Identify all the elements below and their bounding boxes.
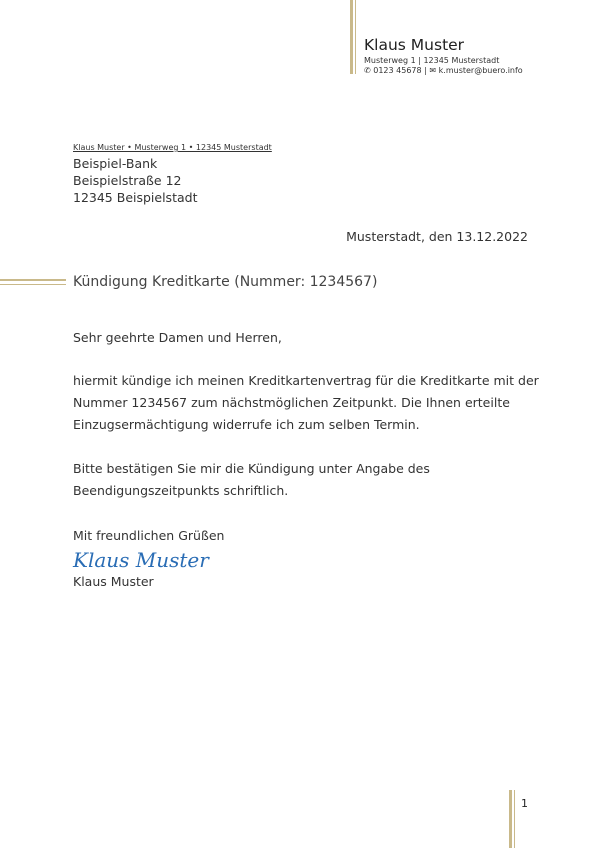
- page-number: 1: [521, 797, 528, 810]
- mail-icon: ✉: [429, 66, 437, 75]
- sender-name: Klaus Muster: [364, 36, 465, 54]
- subject-accent-line-thin: [0, 284, 66, 285]
- sender-email: k.muster@buero.info: [438, 66, 523, 75]
- subject-accent-line: [0, 279, 66, 281]
- sender-phone: 0123 45678: [373, 66, 422, 75]
- recipient-address: [73, 155, 197, 206]
- phone-icon: ✆: [364, 66, 371, 75]
- recipient-line: 12345 Beispielstadt: [73, 190, 198, 205]
- body-paragraph: Bitte bestätigen Sie mir die Kündigung unter Angabe des Beendigungszeitpunkts schriftlich.: [73, 461, 430, 498]
- letter-date: Musterstadt, den 13.12.2022: [346, 229, 528, 244]
- signature: Klaus Muster: [73, 548, 209, 572]
- recipient-line: Beispielstraße 12: [73, 173, 182, 188]
- header-accent-line-thin: [355, 0, 356, 74]
- recipient-line: Beispiel-Bank: [73, 156, 158, 171]
- contact-separator: |: [424, 66, 427, 75]
- footer-accent-line-thin: [514, 790, 515, 848]
- body-paragraph: hiermit kündige ich meinen Kreditkartenvertrag für die Kreditkarte mit der Nummer 1234567 zum nächstmöglichen Zeitpunkt. Die Ihnen erteilte Einzugsermächtigung widerrufe ich zum selben Termin.: [73, 373, 539, 432]
- salutation: Sehr geehrte Damen und Herren,: [73, 330, 282, 345]
- closing: Mit freundlichen Grüßen: [73, 528, 225, 543]
- sender-address: Musterweg 1 | 12345 Musterstadt: [364, 56, 500, 65]
- letter-subject: Kündigung Kreditkarte (Nummer: 1234567): [73, 274, 378, 290]
- header-accent-line: [350, 0, 353, 74]
- return-address: Klaus Muster • Musterweg 1 • 12345 Musterstadt: [73, 143, 272, 152]
- footer-accent-line: [509, 790, 512, 848]
- signer-name: Klaus Muster: [73, 574, 154, 589]
- sender-contact: [364, 66, 523, 75]
